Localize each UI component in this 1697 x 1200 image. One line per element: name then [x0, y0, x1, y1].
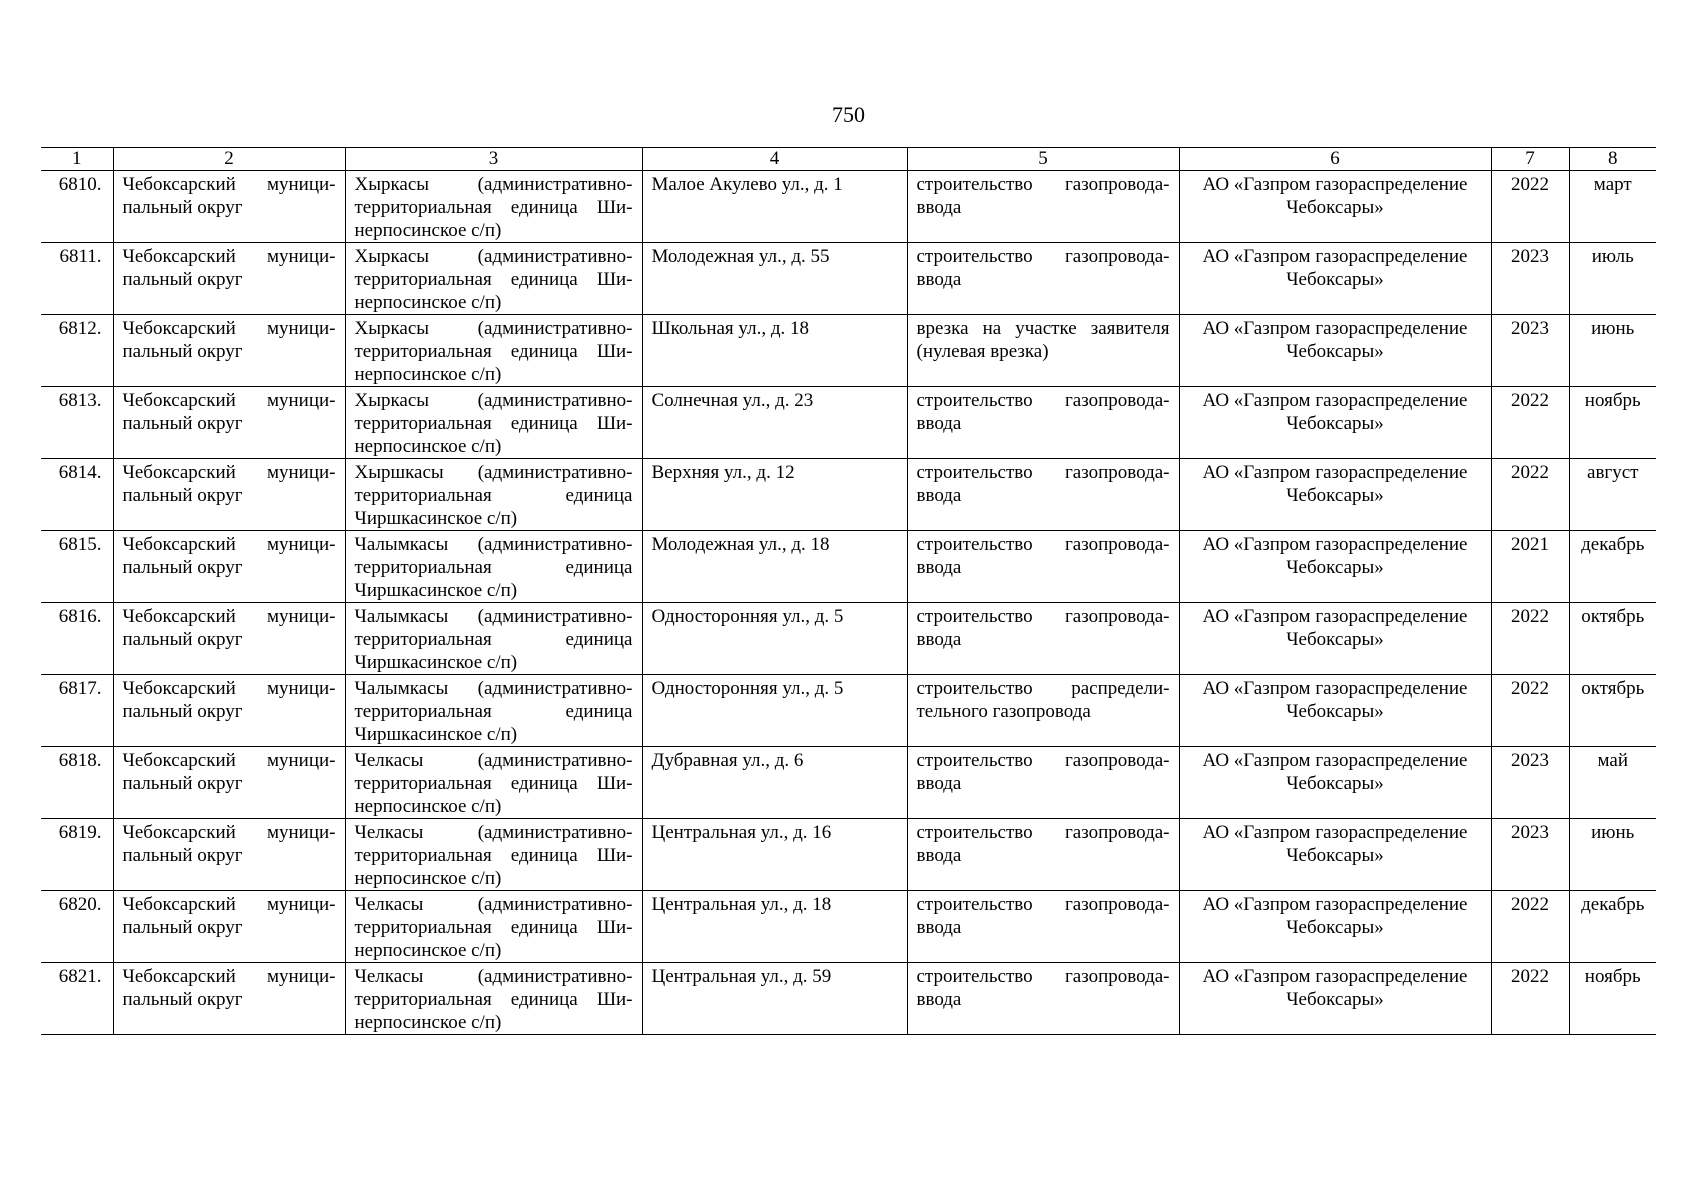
- settlement-cell: Челкасы (административно-территориальная единица Ши-нерпосинское с/п): [345, 747, 642, 819]
- month-cell: октябрь: [1569, 675, 1656, 747]
- table-row: [41, 531, 1656, 603]
- work-type-cell: строительство распредели-тельного газопровода: [907, 675, 1179, 747]
- table-row: [41, 243, 1656, 315]
- table-row: [41, 171, 1656, 243]
- year-cell: 2022: [1491, 171, 1569, 243]
- row-number: 6818.: [41, 747, 113, 819]
- year-cell: 2022: [1491, 603, 1569, 675]
- address-cell: Солнечная ул., д. 23: [642, 387, 907, 459]
- district-cell: Чебоксарский муници-пальный округ: [113, 315, 345, 387]
- address-cell: Центральная ул., д. 16: [642, 819, 907, 891]
- organization-cell: АО «Газпром газораспределение Чебоксары»: [1179, 459, 1491, 531]
- column-header: 6: [1179, 148, 1491, 171]
- row-number: 6812.: [41, 315, 113, 387]
- row-number: 6819.: [41, 819, 113, 891]
- settlement-cell: Хыркасы (административно-территориальная единица Ши-нерпосинское с/п): [345, 243, 642, 315]
- table-row: [41, 603, 1656, 675]
- district-cell: Чебоксарский муници-пальный округ: [113, 531, 345, 603]
- settlement-cell: Хыркасы (административно-территориальная единица Ши-нерпосинское с/п): [345, 171, 642, 243]
- table-row: [41, 963, 1656, 1035]
- organization-cell: АО «Газпром газораспределение Чебоксары»: [1179, 171, 1491, 243]
- table-row: [41, 747, 1656, 819]
- year-cell: 2022: [1491, 387, 1569, 459]
- row-number: 6814.: [41, 459, 113, 531]
- gasification-register-table: [41, 147, 1656, 1035]
- organization-cell: АО «Газпром газораспределение Чебоксары»: [1179, 747, 1491, 819]
- settlement-cell: Чалымкасы (административно-территориальная единица Чиршкасинское с/п): [345, 603, 642, 675]
- address-cell: Центральная ул., д. 59: [642, 963, 907, 1035]
- month-cell: ноябрь: [1569, 387, 1656, 459]
- column-header: 4: [642, 148, 907, 171]
- column-header: 8: [1569, 148, 1656, 171]
- month-cell: июль: [1569, 243, 1656, 315]
- column-header: 7: [1491, 148, 1569, 171]
- organization-cell: АО «Газпром газораспределение Чебоксары»: [1179, 243, 1491, 315]
- work-type-cell: строительство газопровода-ввода: [907, 243, 1179, 315]
- year-cell: 2021: [1491, 531, 1569, 603]
- column-header: 1: [41, 148, 113, 171]
- settlement-cell: Чалымкасы (административно-территориальная единица Чиршкасинское с/п): [345, 531, 642, 603]
- row-number: 6817.: [41, 675, 113, 747]
- row-number: 6820.: [41, 891, 113, 963]
- organization-cell: АО «Газпром газораспределение Чебоксары»: [1179, 531, 1491, 603]
- month-cell: март: [1569, 171, 1656, 243]
- work-type-cell: строительство газопровода-ввода: [907, 819, 1179, 891]
- organization-cell: АО «Газпром газораспределение Чебоксары»: [1179, 603, 1491, 675]
- month-cell: октябрь: [1569, 603, 1656, 675]
- organization-cell: АО «Газпром газораспределение Чебоксары»: [1179, 675, 1491, 747]
- work-type-cell: строительство газопровода-ввода: [907, 531, 1179, 603]
- year-cell: 2022: [1491, 459, 1569, 531]
- column-header: 5: [907, 148, 1179, 171]
- year-cell: 2022: [1491, 963, 1569, 1035]
- row-number: 6813.: [41, 387, 113, 459]
- month-cell: июнь: [1569, 819, 1656, 891]
- table-row: [41, 387, 1656, 459]
- month-cell: август: [1569, 459, 1656, 531]
- district-cell: Чебоксарский муници-пальный округ: [113, 171, 345, 243]
- row-number: 6815.: [41, 531, 113, 603]
- organization-cell: АО «Газпром газораспределение Чебоксары»: [1179, 387, 1491, 459]
- settlement-cell: Челкасы (административно-территориальная единица Ши-нерпосинское с/п): [345, 891, 642, 963]
- district-cell: Чебоксарский муници-пальный округ: [113, 891, 345, 963]
- row-number: 6811.: [41, 243, 113, 315]
- district-cell: Чебоксарский муници-пальный округ: [113, 243, 345, 315]
- address-cell: Молодежная ул., д. 18: [642, 531, 907, 603]
- address-cell: Школьная ул., д. 18: [642, 315, 907, 387]
- settlement-cell: Челкасы (административно-территориальная единица Ши-нерпосинское с/п): [345, 963, 642, 1035]
- work-type-cell: врезка на участке заявителя (нулевая врезка): [907, 315, 1179, 387]
- organization-cell: АО «Газпром газораспределение Чебоксары»: [1179, 819, 1491, 891]
- year-cell: 2023: [1491, 819, 1569, 891]
- district-cell: Чебоксарский муници-пальный округ: [113, 675, 345, 747]
- column-header: 3: [345, 148, 642, 171]
- organization-cell: АО «Газпром газораспределение Чебоксары»: [1179, 963, 1491, 1035]
- work-type-cell: строительство газопровода-ввода: [907, 459, 1179, 531]
- row-number: 6816.: [41, 603, 113, 675]
- table-row: [41, 459, 1656, 531]
- settlement-cell: Хыршкасы (административно-территориальная единица Чиршкасинское с/п): [345, 459, 642, 531]
- address-cell: Односторонняя ул., д. 5: [642, 603, 907, 675]
- address-cell: Верхняя ул., д. 12: [642, 459, 907, 531]
- settlement-cell: Хыркасы (административно-территориальная единица Ши-нерпосинское с/п): [345, 387, 642, 459]
- work-type-cell: строительство газопровода-ввода: [907, 603, 1179, 675]
- column-header: 2: [113, 148, 345, 171]
- month-cell: ноябрь: [1569, 963, 1656, 1035]
- month-cell: декабрь: [1569, 891, 1656, 963]
- settlement-cell: Челкасы (административно-территориальная единица Ши-нерпосинское с/п): [345, 819, 642, 891]
- year-cell: 2023: [1491, 315, 1569, 387]
- row-number: 6810.: [41, 171, 113, 243]
- work-type-cell: строительство газопровода-ввода: [907, 171, 1179, 243]
- year-cell: 2022: [1491, 891, 1569, 963]
- district-cell: Чебоксарский муници-пальный округ: [113, 963, 345, 1035]
- organization-cell: АО «Газпром газораспределение Чебоксары»: [1179, 315, 1491, 387]
- work-type-cell: строительство газопровода-ввода: [907, 387, 1179, 459]
- address-cell: Молодежная ул., д. 55: [642, 243, 907, 315]
- district-cell: Чебоксарский муници-пальный округ: [113, 747, 345, 819]
- month-cell: декабрь: [1569, 531, 1656, 603]
- address-cell: Дубравная ул., д. 6: [642, 747, 907, 819]
- page-number: 750: [832, 102, 865, 127]
- work-type-cell: строительство газопровода-ввода: [907, 891, 1179, 963]
- table-row: [41, 675, 1656, 747]
- table-row: [41, 891, 1656, 963]
- district-cell: Чебоксарский муници-пальный округ: [113, 819, 345, 891]
- year-cell: 2023: [1491, 747, 1569, 819]
- district-cell: Чебоксарский муници-пальный округ: [113, 387, 345, 459]
- district-cell: Чебоксарский муници-пальный округ: [113, 603, 345, 675]
- column-number-row: [41, 148, 1656, 171]
- year-cell: 2022: [1491, 675, 1569, 747]
- work-type-cell: строительство газопровода-ввода: [907, 963, 1179, 1035]
- month-cell: июнь: [1569, 315, 1656, 387]
- settlement-cell: Чалымкасы (административно-территориальная единица Чиршкасинское с/п): [345, 675, 642, 747]
- address-cell: Односторонняя ул., д. 5: [642, 675, 907, 747]
- table-row: [41, 819, 1656, 891]
- organization-cell: АО «Газпром газораспределение Чебоксары»: [1179, 891, 1491, 963]
- work-type-cell: строительство газопровода-ввода: [907, 747, 1179, 819]
- table-row: [41, 315, 1656, 387]
- district-cell: Чебоксарский муници-пальный округ: [113, 459, 345, 531]
- row-number: 6821.: [41, 963, 113, 1035]
- year-cell: 2023: [1491, 243, 1569, 315]
- month-cell: май: [1569, 747, 1656, 819]
- address-cell: Центральная ул., д. 18: [642, 891, 907, 963]
- settlement-cell: Хыркасы (административно-территориальная единица Ши-нерпосинское с/п): [345, 315, 642, 387]
- address-cell: Малое Акулево ул., д. 1: [642, 171, 907, 243]
